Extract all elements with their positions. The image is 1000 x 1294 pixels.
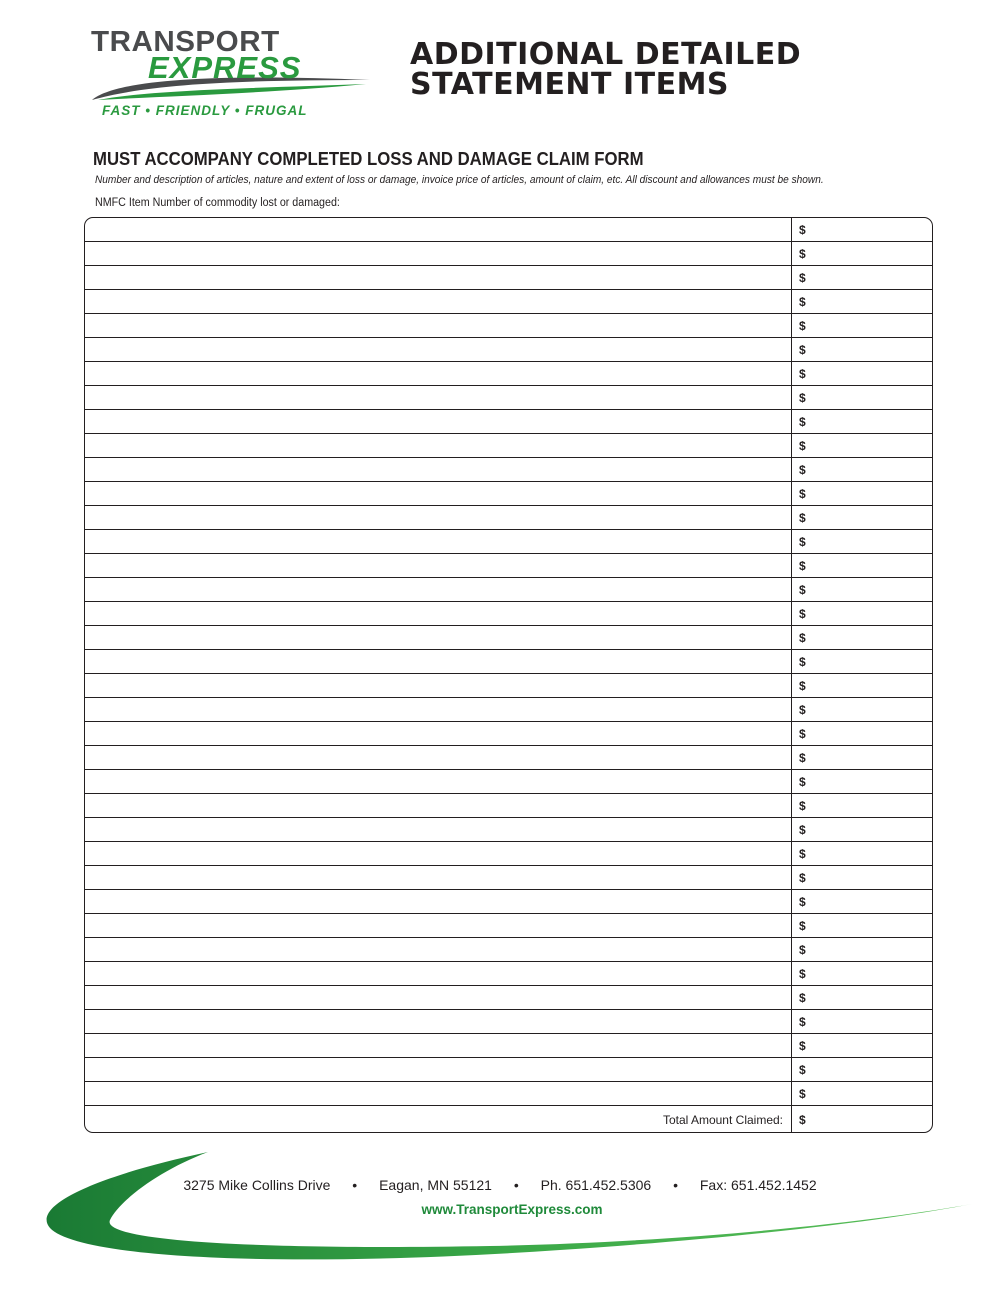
item-amount-field[interactable] bbox=[792, 818, 932, 841]
table-row bbox=[85, 674, 932, 698]
item-description-field[interactable] bbox=[85, 626, 792, 649]
item-amount-field[interactable] bbox=[792, 530, 932, 553]
item-description-field[interactable] bbox=[85, 602, 792, 625]
item-amount-field[interactable] bbox=[792, 314, 932, 337]
total-amount-field[interactable] bbox=[792, 1106, 932, 1133]
item-amount-field[interactable] bbox=[792, 866, 932, 889]
item-description-field[interactable] bbox=[85, 338, 792, 361]
item-amount-field[interactable] bbox=[792, 458, 932, 481]
item-amount-field[interactable] bbox=[792, 890, 932, 913]
currency-symbol: $ bbox=[799, 535, 806, 549]
item-description-field[interactable] bbox=[85, 914, 792, 937]
table-row bbox=[85, 842, 932, 866]
currency-symbol: $ bbox=[799, 631, 806, 645]
nmfc-item-label: NMFC Item Number of commodity lost or damaged: bbox=[95, 197, 340, 209]
form-subheading: MUST ACCOMPANY COMPLETED LOSS AND DAMAGE CLAIM FORM bbox=[93, 149, 644, 169]
item-description-field[interactable] bbox=[85, 266, 792, 289]
table-row bbox=[85, 698, 932, 722]
item-description-field[interactable] bbox=[85, 506, 792, 529]
currency-symbol: $ bbox=[799, 583, 806, 597]
table-row bbox=[85, 794, 932, 818]
footer-separator: • bbox=[513, 1177, 519, 1193]
item-description-field[interactable] bbox=[85, 770, 792, 793]
table-row bbox=[85, 482, 932, 506]
item-amount-field[interactable] bbox=[792, 554, 932, 577]
item-amount-field[interactable] bbox=[792, 482, 932, 505]
table-row bbox=[85, 314, 932, 338]
currency-symbol: $ bbox=[799, 679, 806, 693]
table-row bbox=[85, 1010, 932, 1034]
table-row bbox=[85, 1082, 932, 1106]
instructions-text: Number and description of articles, nature and extent of loss or damage, invoice price of articles, amount of claim, etc. All discount and allowances must be shown. bbox=[95, 174, 824, 186]
item-amount-field[interactable] bbox=[792, 434, 932, 457]
table-row bbox=[85, 578, 932, 602]
item-amount-field[interactable] bbox=[792, 410, 932, 433]
item-amount-field[interactable] bbox=[792, 770, 932, 793]
item-description-field[interactable] bbox=[85, 458, 792, 481]
currency-symbol: $ bbox=[799, 727, 806, 741]
currency-symbol: $ bbox=[799, 919, 806, 933]
table-row bbox=[85, 362, 932, 386]
logo-word-transport: TRANSPORT bbox=[91, 26, 280, 58]
table-row bbox=[85, 650, 932, 674]
item-description-field[interactable] bbox=[85, 698, 792, 721]
item-description-field[interactable] bbox=[85, 578, 792, 601]
currency-symbol: $ bbox=[799, 1039, 806, 1053]
currency-symbol: $ bbox=[799, 823, 806, 837]
footer-separator: • bbox=[352, 1177, 358, 1193]
item-description-field[interactable] bbox=[85, 530, 792, 553]
currency-symbol: $ bbox=[799, 967, 806, 981]
footer-fax: Fax: 651.452.1452 bbox=[699, 1177, 817, 1193]
currency-symbol: $ bbox=[799, 799, 806, 813]
currency-symbol: $ bbox=[799, 247, 806, 261]
currency-symbol: $ bbox=[799, 847, 806, 861]
document-title bbox=[410, 37, 802, 102]
table-row bbox=[85, 770, 932, 794]
item-amount-field[interactable] bbox=[792, 986, 932, 1009]
currency-symbol: $ bbox=[799, 487, 806, 501]
item-description-field[interactable] bbox=[85, 410, 792, 433]
currency-symbol: $ bbox=[799, 943, 806, 957]
table-row bbox=[85, 746, 932, 770]
currency-symbol: $ bbox=[799, 439, 806, 453]
item-description-field[interactable] bbox=[85, 866, 792, 889]
currency-symbol: $ bbox=[799, 703, 806, 717]
table-row bbox=[85, 1034, 932, 1058]
item-description-field[interactable] bbox=[85, 482, 792, 505]
logo-tagline: FAST • FRIENDLY • FRUGAL bbox=[102, 103, 308, 118]
table-row bbox=[85, 554, 932, 578]
item-amount-field[interactable] bbox=[792, 1010, 932, 1033]
footer-street: 3275 Mike Collins Drive bbox=[183, 1177, 331, 1193]
table-row bbox=[85, 914, 932, 938]
item-amount-field[interactable] bbox=[792, 962, 932, 985]
item-description-field[interactable] bbox=[85, 434, 792, 457]
claim-items-table bbox=[84, 217, 933, 1133]
footer-website-link[interactable]: www.TransportExpress.com bbox=[421, 1202, 603, 1217]
table-row bbox=[85, 386, 932, 410]
item-amount-field[interactable] bbox=[792, 506, 932, 529]
item-amount-field[interactable] bbox=[792, 218, 932, 241]
currency-symbol: $ bbox=[799, 607, 806, 621]
total-row bbox=[85, 1106, 932, 1133]
item-description-field[interactable] bbox=[85, 722, 792, 745]
item-description-field[interactable] bbox=[85, 842, 792, 865]
item-amount-field[interactable] bbox=[792, 602, 932, 625]
currency-symbol: $ bbox=[799, 463, 806, 477]
table-row bbox=[85, 530, 932, 554]
logo-word-express: EXPRESS bbox=[148, 50, 302, 85]
table-row bbox=[85, 938, 932, 962]
item-description-field[interactable] bbox=[85, 1010, 792, 1033]
item-description-field[interactable] bbox=[85, 218, 792, 241]
currency-symbol: $ bbox=[799, 271, 806, 285]
currency-symbol: $ bbox=[799, 1087, 806, 1101]
currency-symbol: $ bbox=[799, 1113, 806, 1127]
table-row bbox=[85, 1058, 932, 1082]
currency-symbol: $ bbox=[799, 1063, 806, 1077]
item-amount-field[interactable] bbox=[792, 698, 932, 721]
total-amount-label: Total Amount Claimed: bbox=[662, 1113, 783, 1127]
table-row bbox=[85, 434, 932, 458]
currency-symbol: $ bbox=[799, 991, 806, 1005]
footer-separator: • bbox=[673, 1177, 678, 1193]
currency-symbol: $ bbox=[799, 751, 806, 765]
item-amount-field[interactable] bbox=[792, 290, 932, 313]
table-row bbox=[85, 962, 932, 986]
currency-symbol: $ bbox=[799, 895, 806, 909]
currency-symbol: $ bbox=[799, 343, 806, 357]
item-description-field[interactable] bbox=[85, 890, 792, 913]
table-row bbox=[85, 890, 932, 914]
company-logo bbox=[88, 26, 378, 121]
item-amount-field[interactable] bbox=[792, 746, 932, 769]
item-amount-field[interactable] bbox=[792, 794, 932, 817]
title-line-2: STATEMENT ITEMS bbox=[410, 67, 730, 102]
item-description-field[interactable] bbox=[85, 314, 792, 337]
item-amount-field[interactable] bbox=[792, 578, 932, 601]
currency-symbol: $ bbox=[799, 655, 806, 669]
currency-symbol: $ bbox=[799, 295, 806, 309]
currency-symbol: $ bbox=[799, 1015, 806, 1029]
table-row bbox=[85, 818, 932, 842]
table-row bbox=[85, 242, 932, 266]
item-description-field[interactable] bbox=[85, 554, 792, 577]
currency-symbol: $ bbox=[799, 511, 806, 525]
currency-symbol: $ bbox=[799, 775, 806, 789]
item-description-field[interactable] bbox=[85, 1082, 792, 1105]
item-amount-field[interactable] bbox=[792, 338, 932, 361]
item-description-field[interactable] bbox=[85, 818, 792, 841]
item-amount-field[interactable] bbox=[792, 362, 932, 385]
item-amount-field[interactable] bbox=[792, 674, 932, 697]
total-label-cell bbox=[85, 1106, 792, 1133]
item-description-field[interactable] bbox=[85, 746, 792, 769]
item-description-field[interactable] bbox=[85, 1058, 792, 1081]
table-row bbox=[85, 722, 932, 746]
currency-symbol: $ bbox=[799, 319, 806, 333]
table-row bbox=[85, 458, 932, 482]
item-amount-field[interactable] bbox=[792, 914, 932, 937]
footer-city: Eagan, MN 55121 bbox=[379, 1177, 492, 1193]
item-amount-field[interactable] bbox=[792, 626, 932, 649]
item-description-field[interactable] bbox=[85, 962, 792, 985]
item-description-field[interactable] bbox=[85, 674, 792, 697]
item-amount-field[interactable] bbox=[792, 1034, 932, 1057]
item-amount-field[interactable] bbox=[792, 650, 932, 673]
table-row bbox=[85, 290, 932, 314]
item-description-field[interactable] bbox=[85, 290, 792, 313]
item-amount-field[interactable] bbox=[792, 242, 932, 265]
currency-symbol: $ bbox=[799, 391, 806, 405]
item-amount-field[interactable] bbox=[792, 842, 932, 865]
item-description-field[interactable] bbox=[85, 650, 792, 673]
item-amount-field[interactable] bbox=[792, 266, 932, 289]
currency-symbol: $ bbox=[799, 367, 806, 381]
table-row bbox=[85, 338, 932, 362]
item-description-field[interactable] bbox=[85, 938, 792, 961]
footer-phone: Ph. 651.452.5306 bbox=[540, 1177, 652, 1193]
currency-symbol: $ bbox=[799, 871, 806, 885]
item-amount-field[interactable] bbox=[792, 386, 932, 409]
item-amount-field[interactable] bbox=[792, 722, 932, 745]
table-row bbox=[85, 986, 932, 1010]
title-line-1: ADDITIONAL DETAILED bbox=[410, 37, 802, 72]
item-amount-field[interactable] bbox=[792, 1082, 932, 1105]
currency-symbol: $ bbox=[799, 559, 806, 573]
table-row bbox=[85, 506, 932, 530]
table-row bbox=[85, 602, 932, 626]
table-row bbox=[85, 266, 932, 290]
item-description-field[interactable] bbox=[85, 362, 792, 385]
table-row bbox=[85, 218, 932, 242]
currency-symbol: $ bbox=[799, 223, 806, 237]
table-row bbox=[85, 410, 932, 434]
item-amount-field[interactable] bbox=[792, 938, 932, 961]
item-description-field[interactable] bbox=[85, 1034, 792, 1057]
table-row bbox=[85, 866, 932, 890]
item-amount-field[interactable] bbox=[792, 1058, 932, 1081]
footer-address bbox=[0, 1177, 1000, 1193]
item-description-field[interactable] bbox=[85, 986, 792, 1009]
item-description-field[interactable] bbox=[85, 242, 792, 265]
item-description-field[interactable] bbox=[85, 386, 792, 409]
table-row bbox=[85, 626, 932, 650]
currency-symbol: $ bbox=[799, 415, 806, 429]
item-description-field[interactable] bbox=[85, 794, 792, 817]
